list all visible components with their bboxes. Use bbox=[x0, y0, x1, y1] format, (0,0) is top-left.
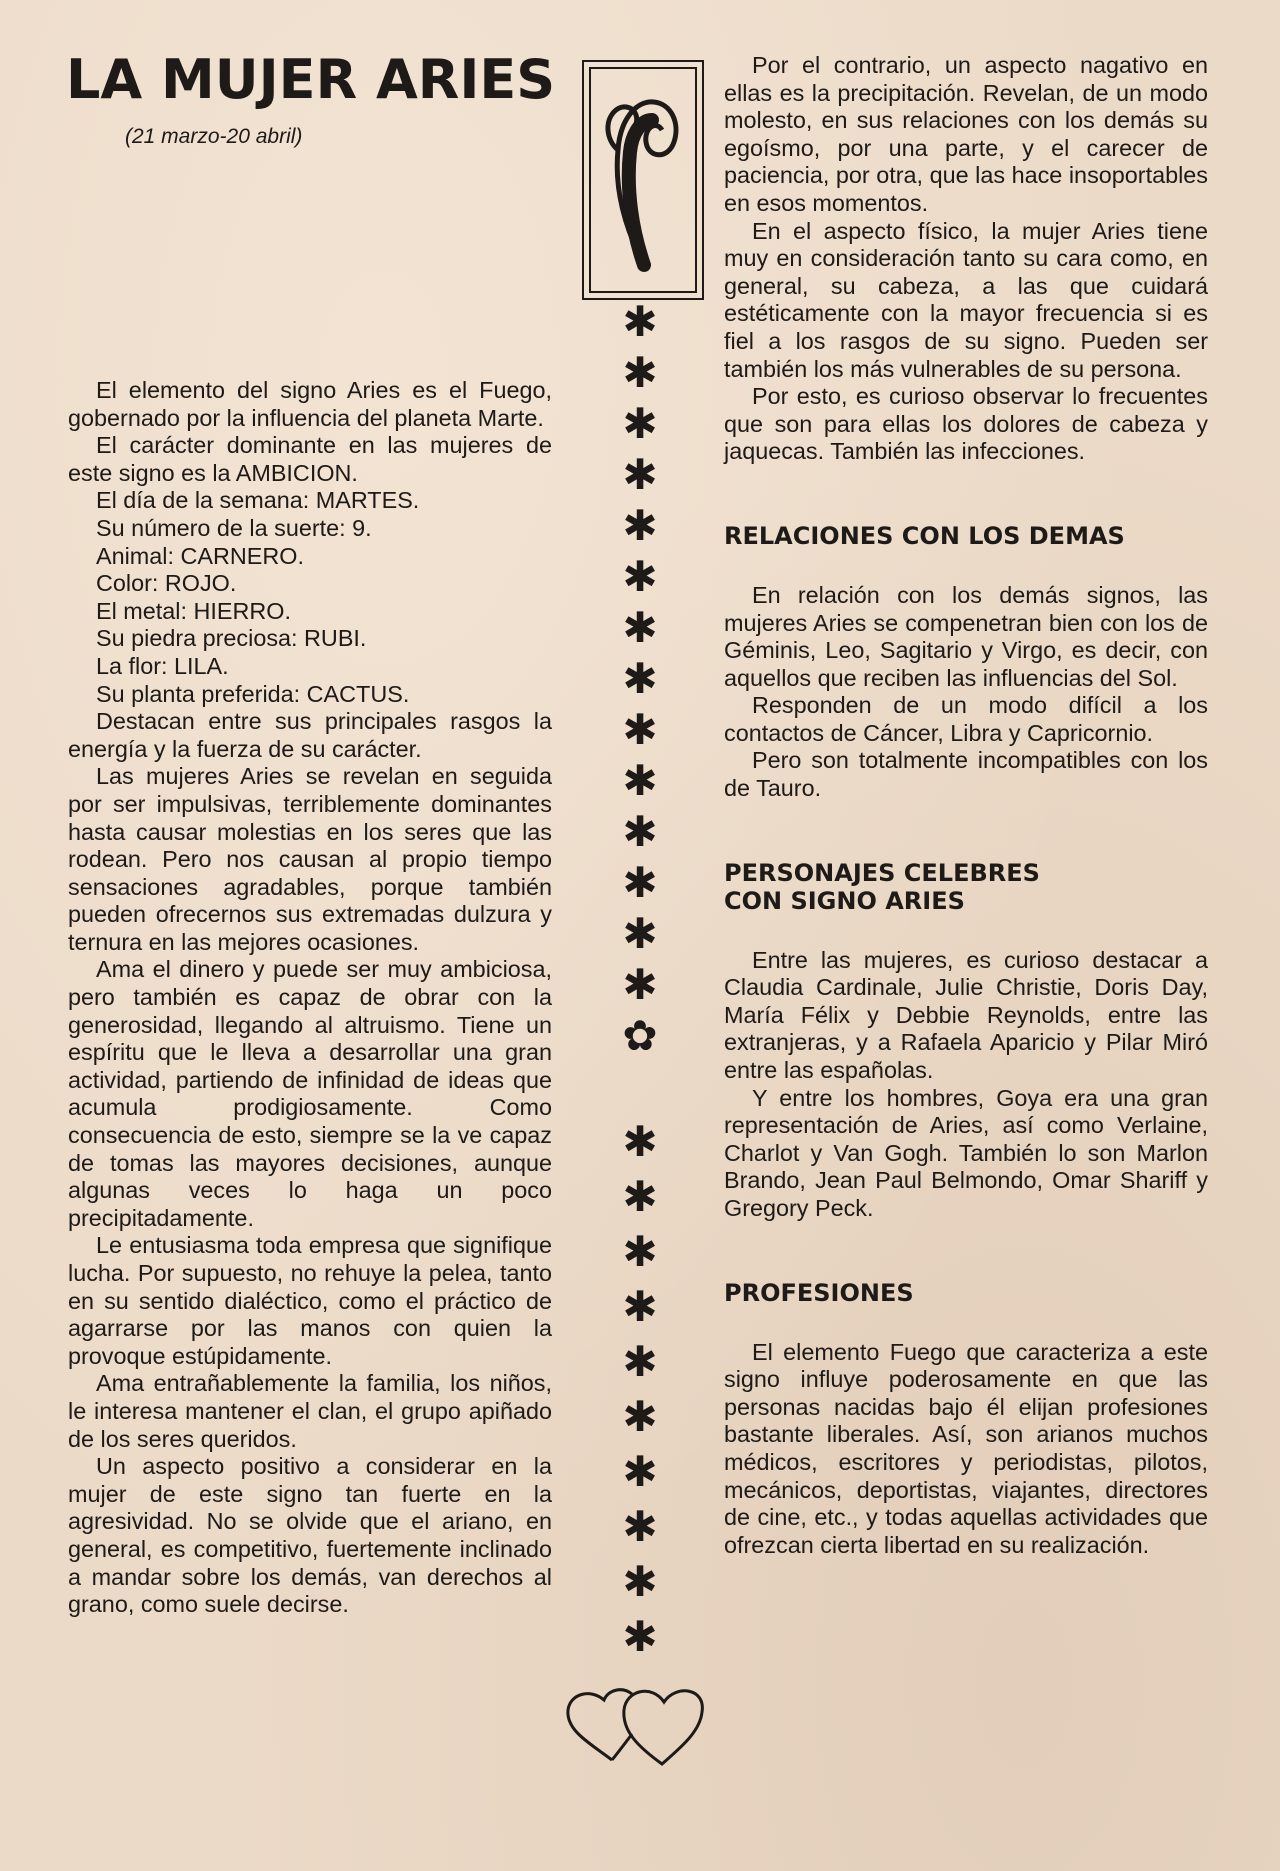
paragraph: Entre las mujeres, es curioso destacar a Claudia Cardinale, Julie Christie, Doris Day, María Félix y Debbie Reynolds, entre las extranjeras, y a Rafaela Aparicio y Pilar Miró entre las españolas. bbox=[724, 946, 1208, 1084]
paragraph: El carácter dominante en las mujeres de este signo es la AMBICION. bbox=[68, 432, 552, 486]
page-title: LA MUJER ARIES bbox=[66, 48, 556, 111]
star-ornament: ✱ bbox=[622, 1227, 658, 1276]
heading-line: CON SIGNO ARIES bbox=[724, 886, 965, 915]
section-heading-personajes bbox=[724, 859, 1208, 915]
paragraph: Y entre los hombres, Goya era una gran representación de Aries, así como Verlaine, Charlot y Van Gogh. También lo son Marlon Brando, Jean Paul Belmondo, Omar Shariff y Gregory Peck. bbox=[724, 1084, 1208, 1221]
paragraph: Por el contrario, un aspecto nagativo en ellas es la precipitación. Revelan, de un modo molesto, en sus relaciones con los demás su egoísmo, por una parte, y el carecer de paciencia, por otra, que las hace insoportables en esos momentos. bbox=[724, 52, 1208, 216]
star-ornament: ✱ bbox=[622, 858, 658, 907]
star-ornament: ✱ bbox=[622, 297, 658, 346]
star-ornament: ✱ bbox=[622, 1557, 658, 1606]
paragraph: Las mujeres Aries se revelan en seguida por ser impulsivas, terriblemente dominantes hasta causar molestias en los seres que las rodean. Pero nos causan al propio tiempo sensaciones agradables, porque también pueden ofrecernos sus extremadas dulzura y ternura en las mejores ocasiones. bbox=[68, 763, 552, 955]
star-ornament: ✱ bbox=[622, 348, 658, 397]
hearts-icon bbox=[560, 1672, 710, 1772]
paragraph: Responden de un modo difícil a los contactos de Cáncer, Libra y Capricornio. bbox=[724, 692, 1208, 746]
paragraph: El elemento Fuego que caracteriza a este signo influye poderosamente en que las personas nacidas bajo él elijan profesiones bastante liberales. Así, son arianos muchos médicos, escritores y periodistas, pilotos, mecánicos, deportistas, viajantes, directores de cine, etc., y todas aquellas actividades que ofrezcan cierta libertad en su realización. bbox=[724, 1338, 1208, 1558]
attribute-line: Su piedra preciosa: RUBI. bbox=[96, 625, 367, 652]
date-range: (21 marzo-20 abril) bbox=[125, 125, 303, 148]
star-ornament: ✱ bbox=[622, 552, 658, 601]
star-ornament: ✱ bbox=[622, 603, 658, 652]
star-ornament: ✱ bbox=[622, 756, 658, 805]
star-ornament: ✱ bbox=[622, 705, 658, 754]
paragraph: Por esto, es curioso observar lo frecuentes que son para ellas los dolores de cabeza y jaquecas. También las infecciones. bbox=[724, 383, 1208, 465]
heading-line: PERSONAJES CELEBRES bbox=[724, 858, 1040, 887]
aries-symbol-box bbox=[582, 60, 704, 300]
paragraph: Ama entrañablemente la familia, los niños, le interesa mantener el clan, el grupo apiñado de los seres queridos. bbox=[68, 1370, 552, 1452]
paragraph: Le entusiasma toda empresa que signifique lucha. Por supuesto, no rehuye la pelea, tanto en su sentido dialéctico, como el práctico de agarrarse por las manos con quien la provoque estúpidamente. bbox=[68, 1232, 552, 1369]
star-ornament: ✱ bbox=[622, 1117, 658, 1166]
paragraph: En el aspecto físico, la mujer Aries tiene muy en consideración tanto su cara como, en general, su cabeza, a las que cuidará estéticamente con la mayor frecuencia si es fiel a los rasgos de su signo. Pueden ser también los más vulnerables de su persona. bbox=[724, 217, 1208, 382]
star-ornament: ✱ bbox=[622, 1612, 658, 1661]
star-ornament: ✱ bbox=[622, 654, 658, 703]
star-ornament: ✱ bbox=[622, 1337, 658, 1386]
attribute-line: El metal: HIERRO. bbox=[96, 597, 291, 624]
star-ornament: ✱ bbox=[622, 807, 658, 856]
paragraph: Pero son totalmente incompatibles con los de Tauro. bbox=[724, 747, 1208, 802]
star-ornament: ✱ bbox=[622, 450, 658, 499]
paragraph: Ama el dinero y puede ser muy ambiciosa, pero también es capaz de obrar con la generosidad, llegando al altruismo. Tiene un espíritu que le lleva a desarrollar una gran actividad, partiendo de infinidad de ideas que acumula prodigiosamente. Como consecuencia de esto, siempre se la ve capaz de tomas las mayores decisiones, aunque algunas veces lo haga un poco precipitadamente. bbox=[68, 956, 552, 1231]
aries-symbol-icon bbox=[596, 80, 690, 280]
star-ornament: ✱ bbox=[622, 1502, 658, 1551]
star-ornament: ✱ bbox=[622, 1282, 658, 1331]
star-ornament: ✱ bbox=[622, 1172, 658, 1221]
attribute-line: Su número de la suerte: 9. bbox=[96, 514, 372, 541]
right-column bbox=[724, 52, 1208, 1559]
star-ornament: ✱ bbox=[622, 1392, 658, 1441]
attribute-line: El día de la semana: MARTES. bbox=[96, 487, 420, 514]
attribute-line: Color: ROJO. bbox=[96, 570, 237, 597]
star-ornament: ✱ bbox=[622, 399, 658, 448]
star-ornament: ✱ bbox=[622, 1447, 658, 1496]
attribute-line: La flor: LILA. bbox=[96, 652, 229, 679]
paragraph: Un aspecto positivo a considerar en la mujer de este signo tan fuerte en la agresividad. No se olvide que el ariano, en general, es competitivo, fuertemente inclinado a mandar sobre los demás, van derechos al grano, como suele decirse. bbox=[68, 1453, 552, 1618]
section-heading-relaciones: RELACIONES CON LOS DEMAS bbox=[724, 521, 1125, 550]
attribute-line: Su planta preferida: CACTUS. bbox=[96, 680, 410, 707]
attribute-line: Animal: CARNERO. bbox=[96, 542, 304, 569]
section-heading-profesiones: PROFESIONES bbox=[724, 1278, 914, 1307]
paragraph: Destacan entre sus principales rasgos la energía y la fuerza de su carácter. bbox=[68, 708, 552, 762]
flower-ornament: ✿ bbox=[622, 1011, 658, 1060]
left-column bbox=[68, 377, 552, 1619]
star-ornament: ✱ bbox=[622, 960, 658, 1009]
star-ornament: ✱ bbox=[622, 501, 658, 550]
star-ornament: ✱ bbox=[622, 909, 658, 958]
paragraph: El elemento del signo Aries es el Fuego, gobernado por la influencia del planeta Marte. bbox=[68, 377, 552, 431]
paragraph: En relación con los demás signos, las mujeres Aries se compenetran bien con los de Géminis, Leo, Sagitario y Virgo, es decir, con aquellos que reciben las influencias del Sol. bbox=[724, 581, 1208, 691]
